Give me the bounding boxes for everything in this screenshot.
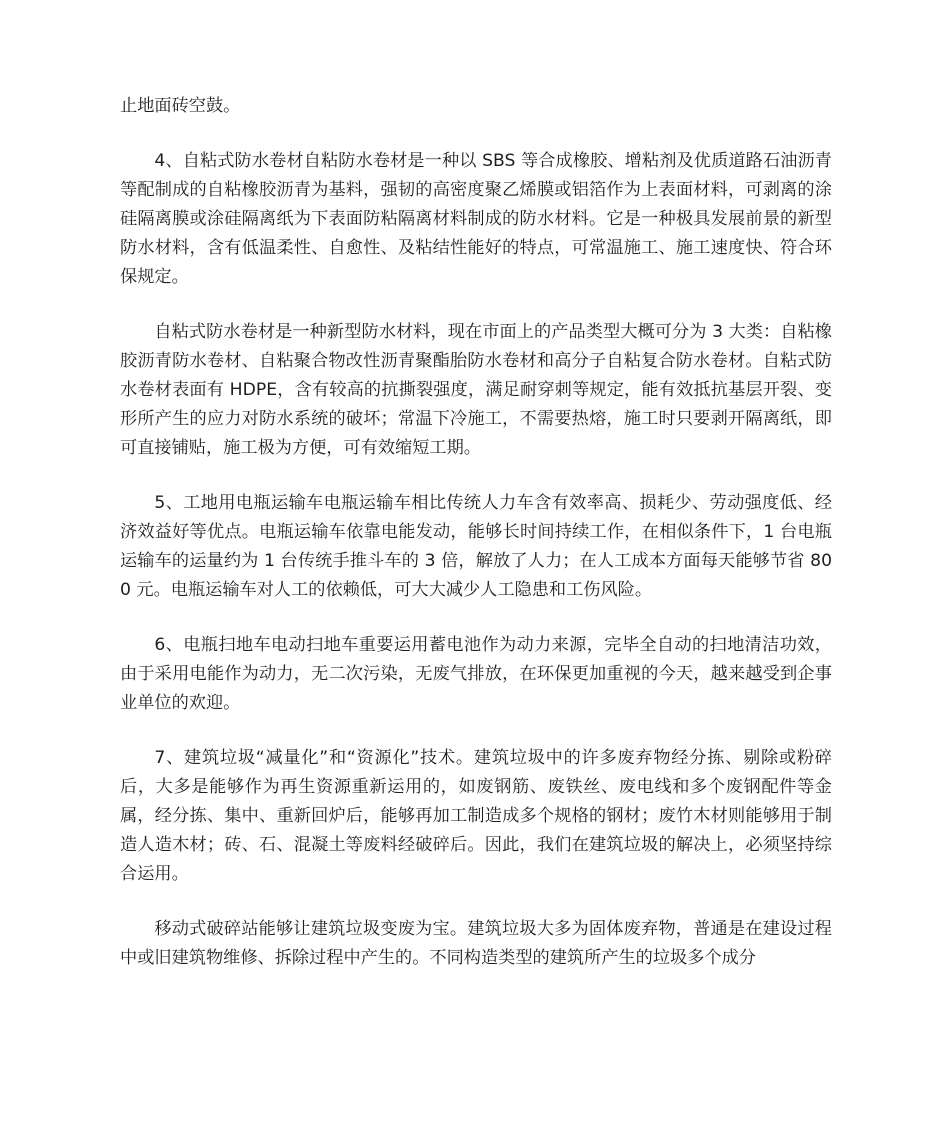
paragraph-mobile-crushing-station: 移动式破碎站能够让建筑垃圾变废为宝。建筑垃圾大多为固体废弃物，普通是在建设过程中或旧建筑物维修、拆除过程中产生的。不同构造类型的建筑所产生的垃圾多个成分 (120, 919, 832, 968)
document-body (120, 92, 832, 999)
paragraph-item-5-battery-transport-cart: 5、工地用电瓶运输车电瓶运输车相比传统人力车含有效率高、损耗少、劳动强度低、经济效益好等优点。电瓶运输车依靠电能发动，能够长时间持续工作，在相似条件下，1 台电瓶运输车的运量约为 1 台传统手推斗车的 3 倍，解放了人力；在人工成本方面每天能够节省 800 元。电瓶运输车对人工的依赖低，可大大减少人工隐患和工伤风险。 (120, 493, 832, 600)
paragraph-item-4-self-adhesive-membrane: 4、自粘式防水卷材自粘防水卷材是一种以 SBS 等合成橡胶、增粘剂及优质道路石油沥青等配制成的自粘橡胶沥青为基料，强韧的高密度聚乙烯膜或铝箔作为上表面材料，可剥离的涂硅隔离膜或涂硅隔离纸为下表面防粘隔离材料制成的防水材料。它是一种极具发展前景的新型防水材料，含有低温柔性、自愈性、及粘结性能好的特点，可常温施工、施工速度快、符合环保规定。 (120, 151, 832, 287)
paragraph-item-7-construction-waste: 7、建筑垃圾“减量化”和“资源化”技术。建筑垃圾中的许多废弃物经分拣、剔除或粉碎后，大多是能够作为再生资源重新运用的，如废钢筋、废铁丝、废电线和多个废钢配件等金属，经分拣、集中、重新回炉后，能够再加工制造成多个规格的钢材；废竹木材则能够用于制造人造木材；砖、石、混凝土等废料经破碎后。因此，我们在建筑垃圾的解决上，必须坚持综合运用。 (120, 748, 832, 884)
paragraph-continuation: 止地面砖空鼓。 (120, 96, 241, 116)
paragraph-self-adhesive-membrane-types: 自粘式防水卷材是一种新型防水材料，现在市面上的产品类型大概可分为 3 大类：自粘橡胶沥青防水卷材、自粘聚合物改性沥青聚酯胎防水卷材和高分子自粘复合防水卷材。自粘式防水卷材表面有 HDPE，含有较高的抗撕裂强度，满足耐穿刺等规定，能有效抵抗基层开裂、变形所产生的应力对防水系统的破坏；常温下冷施工，不需要热熔，施工时只要剥开隔离纸，即可直接铺贴，施工极为方便，可有效缩短工期。 (120, 322, 832, 458)
paragraph-item-6-electric-sweeper: 6、电瓶扫地车电动扫地车重要运用蓄电池作为动力来源，完毕全自动的扫地清洁功效，由于采用电能作为动力，无二次污染，无废气排放，在环保更加重视的今天，越来越受到企事业单位的欢迎。 (120, 635, 832, 713)
